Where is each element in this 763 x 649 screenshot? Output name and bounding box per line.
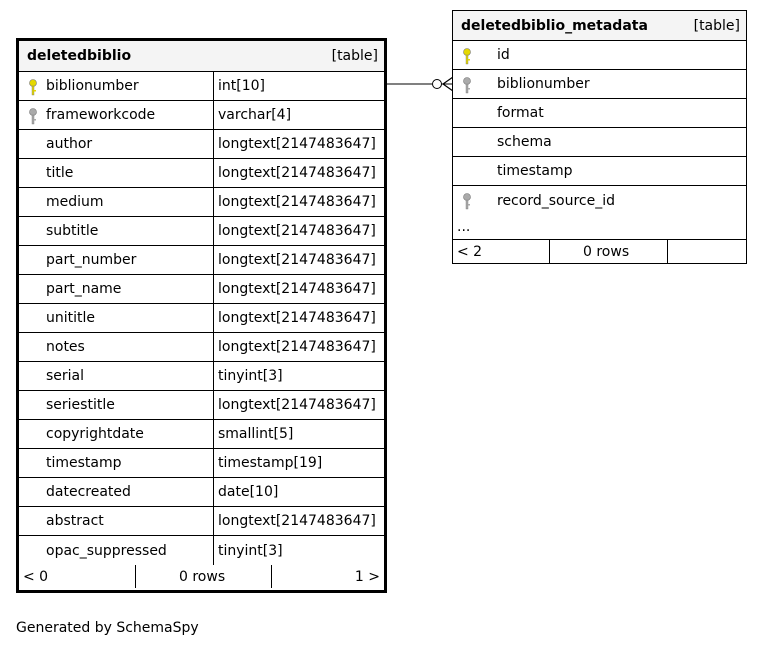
column-name: datecreated: [46, 484, 131, 500]
table-header: [19, 41, 384, 72]
footer-row-count: 0 rows: [179, 568, 226, 585]
optional-circle: [433, 80, 442, 89]
primary-key-icon: [27, 78, 39, 96]
column-name: medium: [46, 194, 104, 210]
column-type: timestamp[19]: [218, 455, 323, 471]
table-row[interactable]: [453, 70, 746, 99]
table-more-columns: [453, 215, 746, 240]
column-name: format: [497, 105, 544, 121]
ellipsis: ...: [457, 219, 471, 235]
table-row[interactable]: [19, 72, 384, 101]
column-name: timestamp: [46, 455, 122, 471]
footer-parents[interactable]: < 0: [23, 568, 49, 585]
column-name: copyrightdate: [46, 426, 144, 442]
column-type: longtext[2147483647]: [218, 136, 376, 152]
footer-parents[interactable]: < 2: [457, 243, 483, 260]
index-key-icon: [27, 107, 39, 125]
table-row[interactable]: [19, 420, 384, 449]
column-type: date[10]: [218, 484, 279, 500]
table-name: deletedbiblio_metadata: [461, 17, 648, 34]
column-name: part_number: [46, 252, 137, 268]
table-header: [453, 11, 746, 41]
table-deletedbiblio-metadata[interactable]: [452, 10, 747, 264]
column-type: longtext[2147483647]: [218, 310, 376, 326]
column-name: frameworkcode: [46, 107, 156, 123]
column-type: int[10]: [218, 78, 265, 94]
column-type: longtext[2147483647]: [218, 252, 376, 268]
column-type: varchar[4]: [218, 107, 292, 123]
table-row[interactable]: [19, 159, 384, 188]
column-type: longtext[2147483647]: [218, 339, 376, 355]
table-row[interactable]: [19, 304, 384, 333]
column-name: timestamp: [497, 163, 573, 179]
table-footer: [453, 240, 746, 263]
column-type: tinyint[3]: [218, 368, 283, 384]
primary-key-icon: [461, 47, 473, 65]
column-type: longtext[2147483647]: [218, 223, 376, 239]
index-key-icon: [461, 192, 473, 210]
table-row[interactable]: [453, 157, 746, 186]
table-row[interactable]: [19, 188, 384, 217]
table-row[interactable]: [19, 333, 384, 362]
table-row[interactable]: [19, 217, 384, 246]
column-type: tinyint[3]: [218, 542, 283, 559]
column-name: part_name: [46, 281, 122, 297]
table-deletedbiblio[interactable]: [16, 38, 387, 593]
column-type: longtext[2147483647]: [218, 165, 376, 181]
index-key-icon: [461, 76, 473, 94]
table-row[interactable]: [19, 275, 384, 304]
generated-by-text: Generated by SchemaSpy: [16, 620, 199, 636]
table-row[interactable]: [453, 41, 746, 70]
column-type: longtext[2147483647]: [218, 194, 376, 210]
column-type: smallint[5]: [218, 426, 294, 442]
table-row[interactable]: [19, 536, 384, 565]
column-type: longtext[2147483647]: [218, 397, 376, 413]
column-name: biblionumber: [46, 78, 139, 94]
table-footer: [19, 565, 384, 588]
table-name: deletedbiblio: [27, 48, 132, 64]
table-row[interactable]: [19, 130, 384, 159]
column-name: opac_suppressed: [46, 542, 167, 559]
table-row[interactable]: [19, 507, 384, 536]
table-row[interactable]: [19, 362, 384, 391]
table-row[interactable]: [19, 449, 384, 478]
column-name: notes: [46, 339, 85, 355]
table-type-label: [table]: [331, 48, 378, 64]
column-type: longtext[2147483647]: [218, 281, 376, 297]
column-name: subtitle: [46, 223, 99, 239]
table-row[interactable]: [19, 246, 384, 275]
table-row[interactable]: [453, 128, 746, 157]
column-name: seriestitle: [46, 397, 115, 413]
table-type-label: [table]: [693, 17, 740, 34]
column-name: record_source_id: [497, 192, 615, 209]
column-name: schema: [497, 134, 552, 150]
column-name: biblionumber: [497, 76, 590, 92]
column-type: longtext[2147483647]: [218, 513, 376, 529]
column-name: abstract: [46, 513, 104, 529]
table-row[interactable]: [19, 391, 384, 420]
column-name: id: [497, 47, 510, 63]
table-row[interactable]: [19, 101, 384, 130]
footer-children[interactable]: 1 >: [354, 568, 380, 585]
column-name: author: [46, 136, 93, 152]
column-name: title: [46, 165, 74, 181]
table-row[interactable]: [453, 99, 746, 128]
column-name: unititle: [46, 310, 96, 326]
column-name: serial: [46, 368, 85, 384]
footer-row-count: 0 rows: [583, 243, 630, 260]
table-row[interactable]: [19, 478, 384, 507]
table-row[interactable]: [453, 186, 746, 215]
